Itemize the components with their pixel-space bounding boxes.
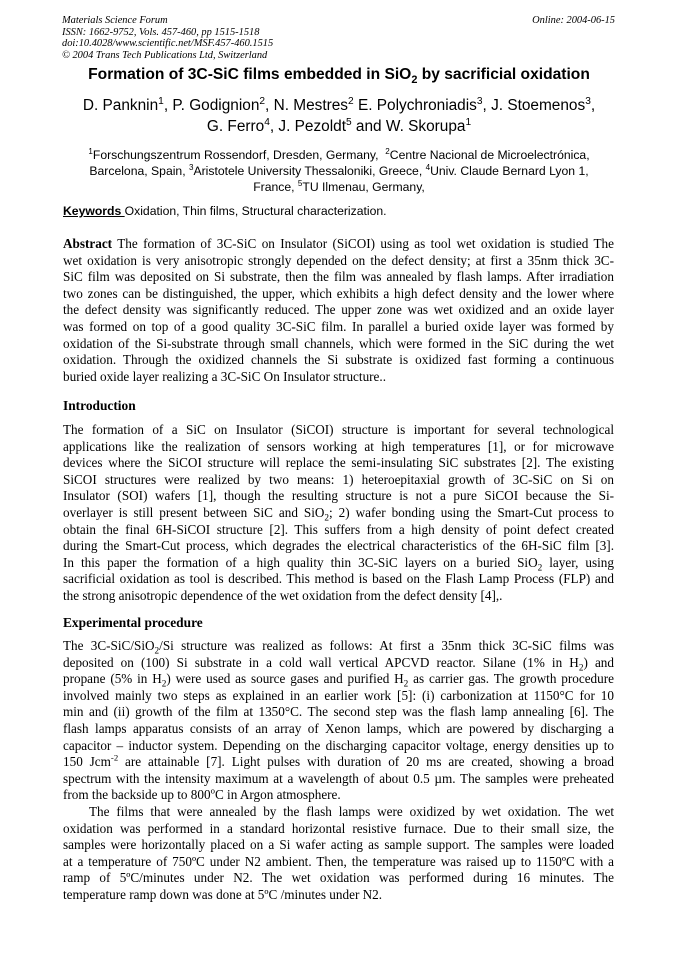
text: from the backside up to 800	[63, 787, 211, 803]
affiliation-text: Univ. Claude Bernard Lyon 1,	[430, 163, 589, 178]
author-line-1	[0, 95, 678, 116]
abstract-line: oxidation. Through the oxidized channels the Si substrate is oxidized fast forming a continuous	[63, 352, 614, 368]
affiliation-marker: 1	[465, 116, 472, 128]
subscript: 2	[537, 562, 543, 573]
author: E. Polychroniadis	[357, 97, 477, 114]
intro-line: the strong anisotropic dependence of the wet oxidation from the defect density [4],.	[63, 587, 503, 603]
superscript: o	[210, 785, 215, 796]
subscript: 2	[324, 512, 330, 523]
exp-line: samples were horizontally placed on a Si wafer acting as sample support. The samples were loaded	[63, 837, 614, 853]
affiliation-text: Centre Nacional de Microelectrónica,	[389, 148, 590, 162]
author: G. Ferro	[206, 118, 265, 135]
text: In this paper the formation of a high quality thin 3C-SiC layers on a buried SiO	[63, 554, 538, 570]
subscript: 2	[154, 645, 160, 656]
text: ; 2) wafer bonding using the Smart-Cut process to	[329, 504, 614, 520]
intro-line: Insulator (SOI) wafers [1], though the resulting structure is not a pure SiCOI because the Si-	[63, 488, 614, 504]
online-date: Online: 2004-06-15	[532, 15, 615, 26]
abstract-line: wet oxidation is very anisotropic strongly depended on the defect density; at first a 35nm thick 3C-	[63, 252, 614, 268]
exp-line: spectrum with the intensity maximum at a wavelength of about 0.5 µm. The samples were preheated	[63, 770, 614, 786]
affiliation-line-1	[0, 148, 678, 164]
author: D. Panknin	[82, 97, 159, 114]
intro-line: obtain the final 6H-SiCOI structure [2]. This suffers from a high density of point defect created	[63, 521, 614, 537]
text: layer, using	[542, 554, 614, 570]
text: /Si structure was realized as follows: At first a 35nm thick 3C-SiC films was	[159, 638, 614, 653]
issn-line: ISSN: 1662-9752, Vols. 457-460, pp 1515-1518	[62, 26, 260, 38]
affiliation-marker: 2	[348, 95, 354, 107]
affiliation-line-2	[0, 164, 678, 180]
exp-line: The films that were annealed by the flash lamps were oxidized by wet oxidation. The wet	[89, 803, 614, 819]
affiliation-line-3	[0, 180, 678, 196]
abstract-line: buried oxide layer realizing a 3C-SiC On Insulator structure..	[63, 368, 387, 384]
abstract	[63, 236, 614, 385]
text: are attainable [7]. Light pulses with duration of 20 ms are created, showing a broad	[118, 754, 614, 770]
affiliation-marker: 4	[425, 162, 431, 172]
introduction-body	[63, 422, 614, 605]
text: as carrier gas. The growth procedure	[408, 671, 614, 687]
keywords	[63, 203, 387, 219]
exp-line: flash lamps apparatus consists of an array of Xenon lamps, which are powered by discharging a	[63, 720, 614, 736]
affiliation-marker: 1	[158, 95, 164, 107]
text: C in Argon atmosphere.	[214, 787, 341, 803]
intro-line: during the Smart-Cut process, which degrades the electrical characteristics of the 6H-SiC film [3].	[63, 538, 614, 554]
exp-line	[63, 655, 614, 672]
copyright-line: © 2004 Trans Tech Publications Ltd, Switzerland	[62, 49, 268, 61]
affiliation-marker: 3	[189, 162, 194, 172]
title-subscript: 2	[411, 74, 418, 87]
section-heading-experimental: Experimental procedure	[63, 615, 203, 630]
exp-line: capacitor – inductor system. Depending on the discharging capacitor voltage, energy densities up to	[63, 737, 614, 753]
text: The formation of 3C-SiC on Insulator (SiCOI) using as tool wet oxidation is studied The	[112, 236, 614, 251]
doi-link[interactable]: doi:10.4028/www.scientific.net/MSF.457-460.1515	[62, 38, 274, 49]
author: W. Skorupa	[385, 118, 466, 135]
affiliations	[0, 148, 678, 195]
affiliation-text: Forschungszentrum Rossendorf, Dresden, Germany,	[92, 148, 386, 162]
keywords-text: Oxidation, Thin films, Structural characterization.	[124, 204, 387, 218]
exp-line: involved mainly two steps as explained in an earlier work [5]: (i) carbonization at 1150°C for 10	[63, 687, 614, 703]
affiliation-marker: 3	[476, 95, 483, 107]
subscript: 2	[403, 678, 409, 689]
exp-line: oxidation was performed in a standard horizontal resistive furnace. Due to their small size, the	[63, 820, 614, 836]
affiliation-text: France,	[253, 179, 298, 194]
separator: ,	[163, 97, 173, 114]
affiliation-text: Aristotele University Thessaloniki, Greece,	[193, 163, 426, 178]
separator: ,	[269, 118, 279, 135]
author-line-2	[0, 116, 678, 137]
separator: ,	[482, 97, 492, 114]
author: J. Stoemenos	[491, 97, 586, 114]
section-heading-introduction: Introduction	[63, 398, 136, 413]
abstract-label: Abstract	[63, 236, 113, 251]
separator: ,	[265, 97, 274, 114]
affiliation-marker: 2	[259, 95, 266, 107]
intro-line: The formation of a SiC on Insulator (SiCOI) structure is important for several technological	[63, 422, 614, 437]
experimental-body	[63, 638, 614, 904]
author-list	[0, 95, 678, 137]
title-text-end: by sacrificial oxidation	[417, 66, 590, 83]
text: ) and	[583, 654, 614, 670]
keywords-label: Keywords	[63, 204, 125, 218]
subscript: 2	[161, 678, 167, 689]
exp-line: at a temperature of 750ºC under N2 ambient. Then, the temperature was raised up to 1150ºC with a	[63, 853, 614, 869]
journal-name: Materials Science Forum	[62, 15, 168, 26]
subscript: 2	[578, 662, 584, 673]
affiliation-marker: 3	[585, 95, 591, 107]
intro-line: sacrificial oxidation as tool is described. This method is based on the Flash Lamp Process (FLP) and	[63, 571, 614, 587]
superscript: -2	[110, 752, 119, 763]
exp-line: temperature ramp down was done at 5ºC /minutes under N2.	[63, 886, 383, 902]
text: The 3C-SiC/SiO	[63, 638, 155, 653]
abstract-line: SiC film was deposited on Si substrate, then the film was annealed by flash lamps. After irradiation	[63, 269, 614, 285]
exp-line: ramp of 5ºC/minutes under N2. The wet oxidation was performed during 16 minutes. The	[63, 870, 614, 886]
text: overlayer is still present between SiC and SiO	[63, 504, 325, 520]
separator: and	[351, 118, 386, 135]
text: propane (5% in H	[63, 671, 162, 687]
intro-line	[63, 555, 614, 572]
abstract-line: oxidation of the Si-substrate through small channels, which were formed in the SiC during the wet	[63, 335, 614, 351]
abstract-line	[63, 236, 614, 253]
intro-line: applications like the realization of sensors working at high temperatures [1], or for microwave	[63, 438, 614, 454]
author: N. Mestres	[273, 97, 348, 114]
affiliation-marker: 4	[264, 116, 270, 128]
exp-line	[63, 638, 614, 655]
paper-title	[0, 65, 678, 85]
text: 150 Jcm	[63, 754, 111, 770]
affiliation-marker: 2	[385, 146, 390, 156]
affiliation-marker: 1	[88, 146, 93, 156]
journal-header	[62, 15, 273, 61]
affiliation-text: Barcelona, Spain,	[89, 163, 189, 178]
exp-line	[63, 787, 614, 804]
intro-line: SiCOI structures were realized by two means: 1) heteroepitaxial growth of 3C-SiC on Si on	[63, 471, 614, 487]
intro-line	[63, 505, 614, 522]
abstract-line: was formed on top of a good quality 3C-SiC film. In parallel a buried oxide layer was formed by	[63, 318, 614, 334]
abstract-line: the defect density was significantly reduced. The upper zone was wet oxidized and an oxide layer	[63, 302, 614, 318]
title-text: Formation of 3C-SiC films embedded in SiO	[88, 66, 412, 83]
separator: ,	[590, 97, 596, 114]
exp-line	[63, 754, 614, 771]
author: P. Godignion	[172, 97, 260, 114]
exp-line: min and (ii) growth of the film at 1350°C. The second step was the flash lamp annealing [6]. The	[63, 704, 614, 720]
exp-line	[63, 671, 614, 688]
affiliation-marker: 5	[297, 178, 303, 188]
text: ) were used as source gases and purified H	[166, 671, 404, 687]
intro-line: devices where the SiCOI structure will replace the semi-insulating SiC substrates [2]. The existing	[63, 455, 614, 471]
author: J. Pezoldt	[278, 118, 346, 135]
affiliation-text: TU Ilmenau, Germany,	[302, 179, 425, 194]
text: deposited on (100) Si substrate in a cold wall vertical APCVD reactor. Silane (1% in H	[63, 654, 579, 670]
abstract-line: two zones can be distinguished, the upper, which exhibits a high defect density and the lower where	[63, 285, 614, 301]
affiliation-marker: 5	[346, 116, 352, 128]
